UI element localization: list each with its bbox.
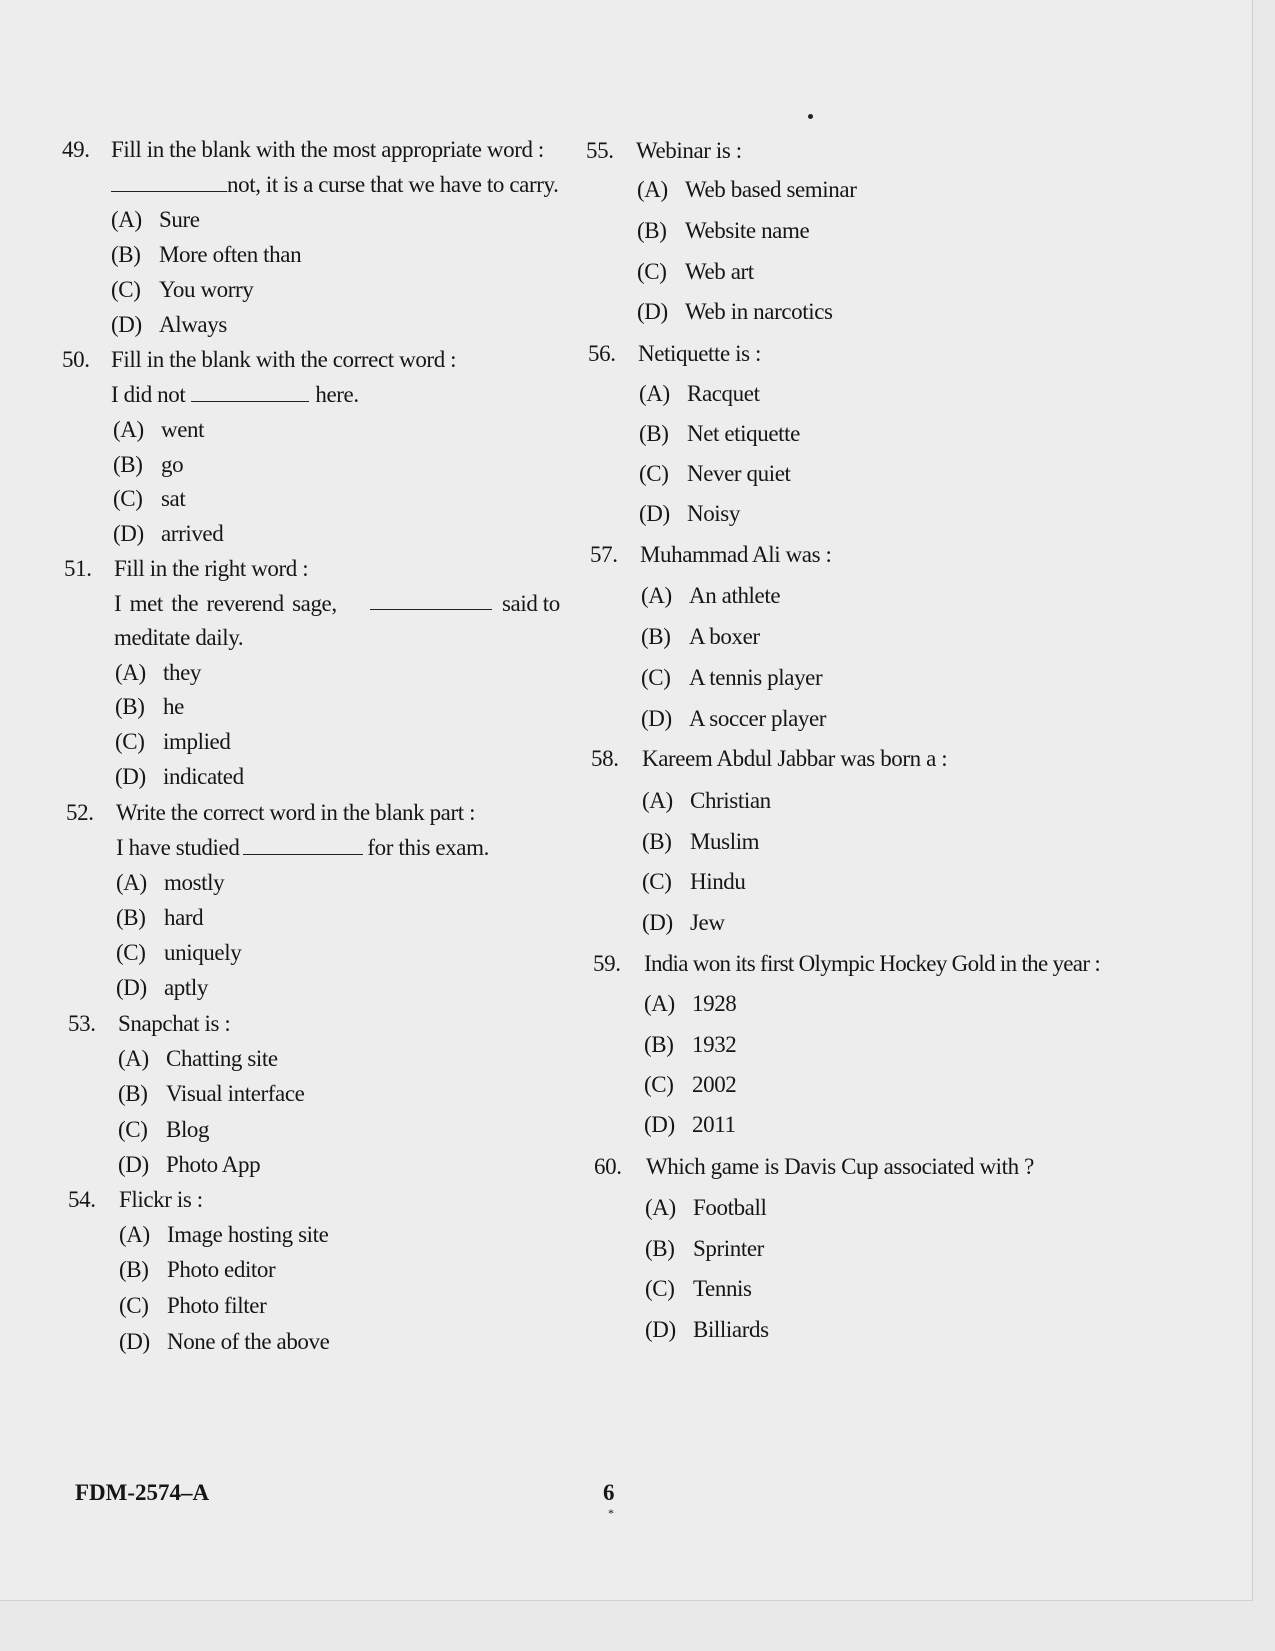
option-b: (B) Sprinter — [645, 1236, 764, 1261]
question-stem: Fill in the blank with the correct word : — [111, 347, 457, 372]
option-d: (D) aptly — [116, 975, 208, 1000]
option-d: (D) Jew — [642, 910, 725, 935]
option-a: (A) An athlete — [641, 583, 781, 608]
option-d: (D) Noisy — [639, 501, 740, 526]
option-c: (C) A tennis player — [641, 665, 823, 690]
option-a: (A) Christian — [642, 788, 771, 813]
question-number: 52. — [66, 800, 94, 825]
question-stem: Webinar is : — [636, 138, 742, 163]
question-49-line2 — [111, 172, 558, 198]
option-d: (D) indicated — [115, 764, 244, 789]
option-b: (B) he — [115, 694, 184, 719]
option-b: (B) Muslim — [642, 829, 760, 854]
question-stem: Fill in the blank with the most appropriate word : — [111, 137, 544, 162]
option-c: (C) uniquely — [116, 940, 242, 965]
answer-blank — [243, 838, 363, 855]
option-c: (C) implied — [115, 729, 231, 754]
option-b: (B) hard — [116, 905, 204, 930]
option-b: (B) Visual interface — [118, 1081, 305, 1106]
question-number: 58. — [591, 746, 619, 771]
option-d: (D) Billiards — [645, 1317, 769, 1342]
option-d: (D) Always — [111, 312, 227, 337]
option-c: (C) Web art — [637, 259, 754, 284]
page-number: 6 — [603, 1480, 615, 1505]
exam-page: 49. Fill in the blank with the most appropriate word : not, it is a curse that we have to carry. (A) Sure (B) More often than (C) You worry (D) Always 50. Fill in the blank with the correct word : I did not here. (A) went (B) go (C) sat (D) arrived 51. Fill in the right word : I met the reverend sage, said to meditate daily. (A) they (B) he (C) implied (D) indicated 52. Write the correct word in the blank part : I have studied for this exam. (A) mostly (B) hard (C) uniquely (D) aptly 53. Snapchat is : (A) Chatting site (B) Visual interface (C) Blog (D) Photo App 54. Flickr is : (A) Image hosting site (B) Photo editor (C) Photo filter (D) None of the above 55. Webinar is : (A) Web based seminar (B) Website name (C) Web art (D) Web in narcotics 56. Netiquette is : (A) Racquet (B) Net etiquette (C) Never quiet (D) Noisy 57. Muhammad Ali was : (A) An athlete (B) A boxer (C) A tennis player (D) A soccer player 58. Kareem Abdul Jabbar was born a : (A) Christian (B) Muslim (C) Hindu (D) Jew 59. India won its first Olympic Hockey Gold in the year : (A) 1928 (B) 1932 (C) 2002 (D) 2011 60. Which game is Davis Cup associated with ? (A) Football (B) Sprinter (C) Tennis (D) Billiards FDM-2574–A 6 * — [0, 0, 1253, 1601]
option-b: (B) go — [113, 452, 184, 477]
answer-blank — [111, 175, 227, 192]
option-a: (A) went — [113, 417, 205, 442]
option-a: (A) Football — [645, 1195, 767, 1220]
question-stem: Which game is Davis Cup associated with ? — [646, 1154, 1034, 1179]
question-number: 51. — [64, 556, 92, 581]
question-stem: Snapchat is : — [118, 1011, 231, 1036]
option-a: (A) they — [115, 660, 201, 685]
option-a: (A) 1928 — [644, 991, 737, 1016]
option-d: (D) Photo App — [118, 1152, 261, 1177]
ink-dot — [808, 114, 813, 119]
question-stem: Muhammad Ali was : — [640, 542, 832, 567]
page-mark: * — [608, 1506, 614, 1520]
answer-blank — [191, 385, 309, 402]
question-number: 55. — [586, 138, 614, 163]
option-c: (C) 2002 — [644, 1072, 737, 1097]
option-d: (D) arrived — [113, 521, 224, 546]
question-stem: Kareem Abdul Jabbar was born a : — [642, 746, 948, 771]
question-stem: Netiquette is : — [638, 341, 762, 366]
option-c: (C) Tennis — [645, 1276, 752, 1301]
option-b: (B) Photo editor — [119, 1257, 276, 1282]
question-stem: India won its first Olympic Hockey Gold in the year : — [644, 951, 1101, 976]
option-b: (B) A boxer — [641, 624, 760, 649]
question-number: 57. — [590, 542, 618, 567]
option-d: (D) 2011 — [644, 1112, 736, 1137]
option-c: (C) Blog — [118, 1117, 210, 1142]
option-b: (B) More often than — [111, 242, 302, 267]
option-c: (C) sat — [113, 486, 186, 511]
option-a: (A) Chatting site — [118, 1046, 278, 1071]
option-a: (A) Racquet — [639, 381, 760, 406]
question-number: 53. — [68, 1011, 96, 1036]
question-51-line3: meditate daily. — [114, 625, 244, 650]
option-a: (A) mostly — [116, 870, 225, 895]
option-b: (B) 1932 — [644, 1032, 737, 1057]
question-number: 60. — [594, 1154, 622, 1179]
option-d: (D) A soccer player — [641, 706, 827, 731]
question-number: 56. — [588, 341, 616, 366]
option-c: (C) Hindu — [642, 869, 746, 894]
option-b: (B) Website name — [637, 218, 810, 243]
answer-blank — [370, 593, 492, 610]
option-a: (A) Sure — [111, 207, 200, 232]
question-50-line2: I did not here. — [111, 382, 359, 407]
question-number: 50. — [62, 347, 90, 372]
option-a: (A) Web based seminar — [637, 177, 857, 202]
question-number: 59. — [593, 951, 621, 976]
question-text: not, it is a curse that we have to carry. — [227, 172, 559, 197]
option-a: (A) Image hosting site — [119, 1222, 329, 1247]
question-number: 49. — [62, 137, 90, 162]
option-d: (D) Web in narcotics — [637, 299, 833, 324]
option-c: (C) You worry — [111, 277, 254, 302]
question-52-line2: I have studied for this exam. — [116, 835, 489, 860]
option-d: (D) None of the above — [119, 1329, 330, 1354]
question-number: 54. — [68, 1187, 96, 1212]
question-49 — [62, 137, 582, 177]
question-stem: Fill in the right word : — [114, 556, 309, 581]
option-c: (C) Photo filter — [119, 1293, 267, 1318]
option-b: (B) Net etiquette — [639, 421, 800, 446]
paper-code: FDM-2574–A — [75, 1480, 210, 1505]
question-stem: Write the correct word in the blank part : — [116, 800, 476, 825]
option-c: (C) Never quiet — [639, 461, 791, 486]
question-stem: Flickr is : — [119, 1187, 203, 1212]
